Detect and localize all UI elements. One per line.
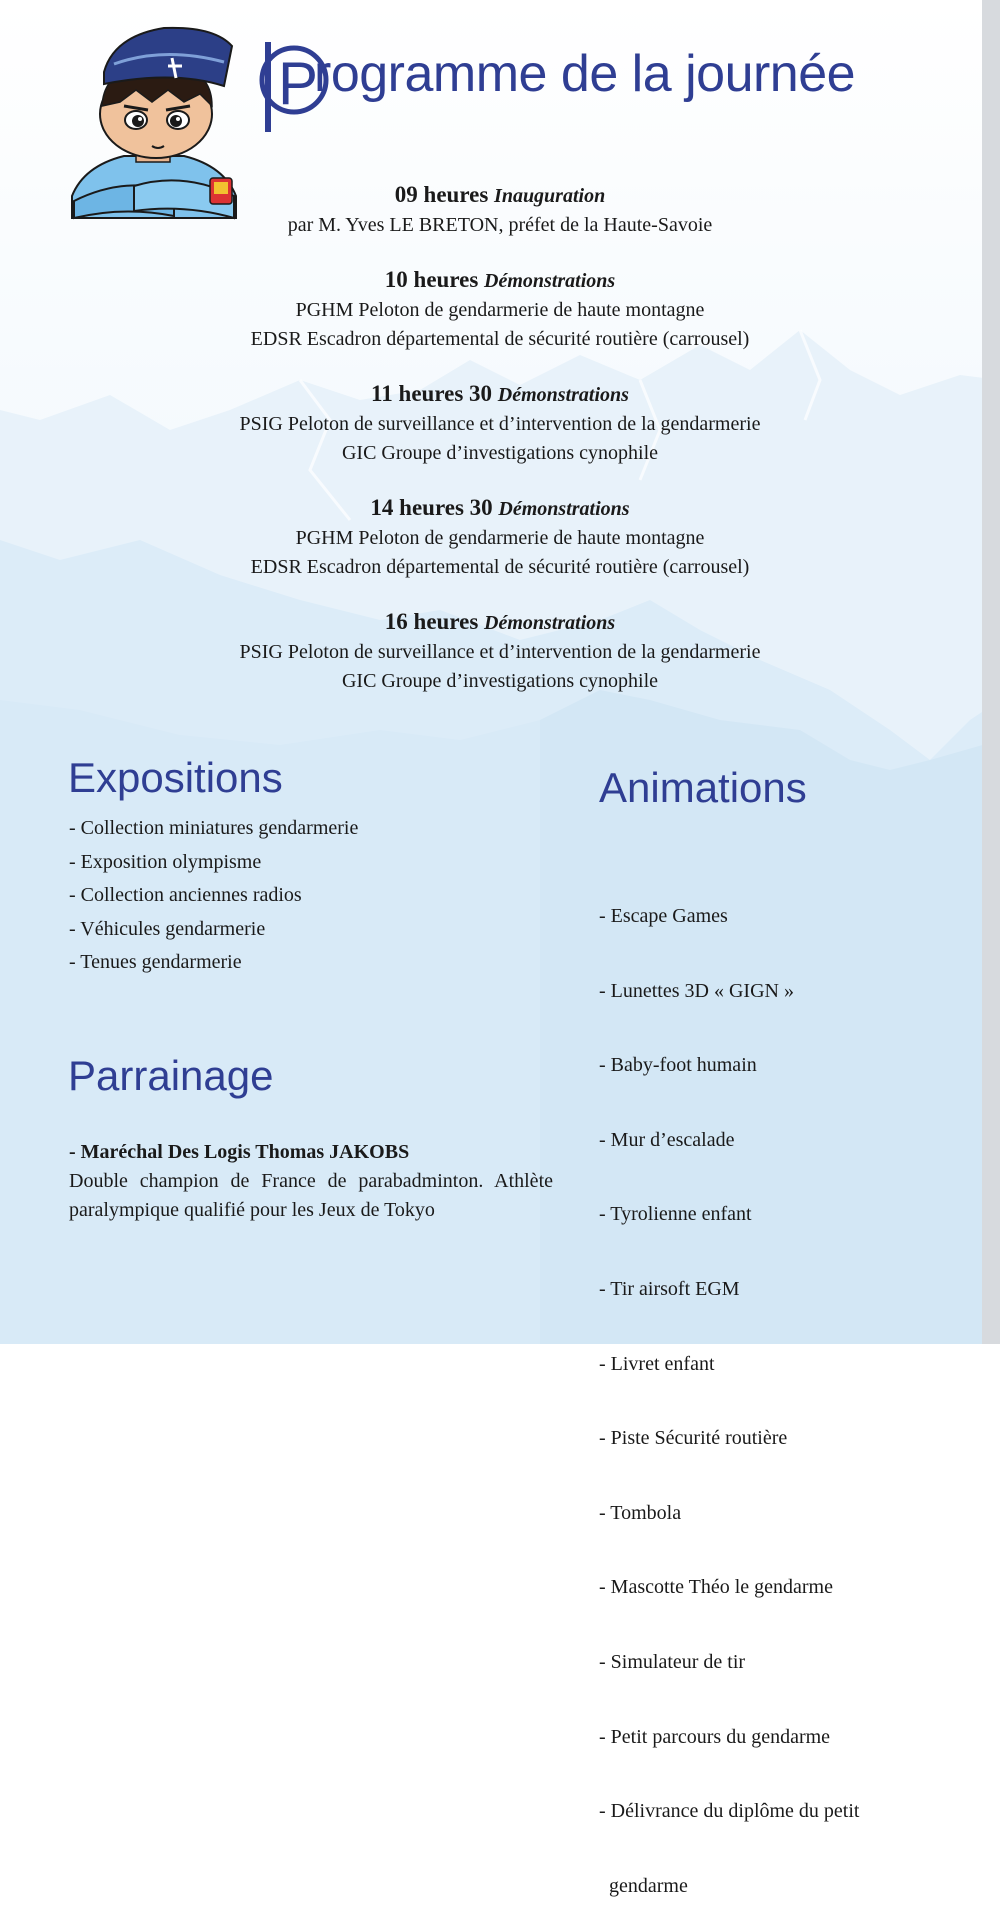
svg-text:P: P bbox=[278, 50, 318, 117]
list-item: - Exposition olympisme bbox=[69, 850, 262, 873]
slot-detail: PGHM Peloton de gendarmerie de haute montagne bbox=[295, 527, 705, 549]
slot-label: Démonstrations bbox=[498, 498, 630, 520]
sponsor-name: - Maréchal Des Logis Thomas JAKOBS bbox=[69, 1141, 410, 1163]
schedule-slot bbox=[120, 493, 880, 582]
list-item: - Simulateur de tir bbox=[599, 1650, 746, 1673]
slot-detail: PSIG Peloton de surveillance et d’intervention de la gendarmerie bbox=[239, 641, 761, 663]
list-item: - Baby-foot humain bbox=[599, 1054, 757, 1077]
parrainage-title: Parrainage bbox=[68, 1052, 274, 1099]
slot-detail: EDSR Escadron départemental de sécurité routière (carrousel) bbox=[250, 328, 750, 350]
expositions-title: Expositions bbox=[68, 754, 283, 801]
list-item: - Délivrance du diplôme du petit bbox=[599, 1800, 860, 1823]
list-item: - Escape Games bbox=[599, 905, 728, 927]
slot-time: 09 heures bbox=[394, 182, 489, 207]
slot-time: 10 heures bbox=[384, 267, 479, 292]
list-item: - Lunettes 3D « GIGN » bbox=[599, 979, 794, 1002]
parrainage-block bbox=[69, 1138, 553, 1225]
list-item: gendarme bbox=[599, 1874, 688, 1897]
slot-label: Démonstrations bbox=[484, 612, 616, 634]
schedule-slot bbox=[120, 607, 880, 696]
slot-detail: EDSR Escadron départemental de sécurité routière (carrousel) bbox=[250, 556, 750, 578]
list-item: - Tyrolienne enfant bbox=[599, 1203, 752, 1226]
list-item: - Mur d’escalade bbox=[599, 1128, 735, 1151]
list-item: - Petit parcours du gendarme bbox=[599, 1725, 831, 1748]
slot-label: Démonstrations bbox=[497, 384, 629, 406]
slot-detail: PSIG Peloton de surveillance et d’intervention de la gendarmerie bbox=[239, 413, 761, 435]
slot-time: 11 heures 30 bbox=[371, 381, 493, 406]
slot-time: 14 heures 30 bbox=[370, 495, 493, 520]
slot-label: Inauguration bbox=[494, 185, 606, 207]
animations-list bbox=[599, 856, 859, 1923]
slot-detail: GIC Groupe d’investigations cynophile bbox=[341, 442, 659, 464]
list-item: - Véhicules gendarmerie bbox=[69, 917, 266, 940]
animations-title: Animations bbox=[599, 764, 807, 811]
page-edge bbox=[982, 0, 1000, 1344]
sponsor-description: Double champion de France de parabadminton. Athlète paralympique qualifié pour les Jeux de Tokyo bbox=[69, 1170, 553, 1221]
slot-time: 16 heures bbox=[384, 609, 479, 634]
slot-detail: GIC Groupe d’investigations cynophile bbox=[341, 670, 659, 692]
slot-detail: PGHM Peloton de gendarmerie de haute montagne bbox=[295, 299, 705, 321]
list-item: - Tombola bbox=[599, 1501, 682, 1524]
list-item: - Tenues gendarmerie bbox=[69, 951, 242, 973]
list-item: - Collection anciennes radios bbox=[69, 884, 302, 906]
expositions-list bbox=[69, 812, 358, 980]
slot-detail: par M. Yves LE BRETON, préfet de la Haute-Savoie bbox=[287, 214, 713, 236]
list-item: - Collection miniatures gendarmerie bbox=[69, 817, 359, 839]
schedule-slot bbox=[120, 180, 880, 240]
list-item: - Mascotte Théo le gendarme bbox=[599, 1576, 833, 1599]
schedule-slot bbox=[120, 379, 880, 468]
list-item: - Tir airsoft EGM bbox=[599, 1277, 740, 1300]
list-item: - Livret enfant bbox=[599, 1352, 715, 1375]
title-text: rogramme de la journée bbox=[314, 45, 856, 103]
schedule-slot bbox=[120, 265, 880, 354]
list-item: - Piste Sécurité routière bbox=[599, 1427, 788, 1450]
schedule bbox=[120, 180, 880, 721]
slot-label: Démonstrations bbox=[484, 270, 616, 292]
